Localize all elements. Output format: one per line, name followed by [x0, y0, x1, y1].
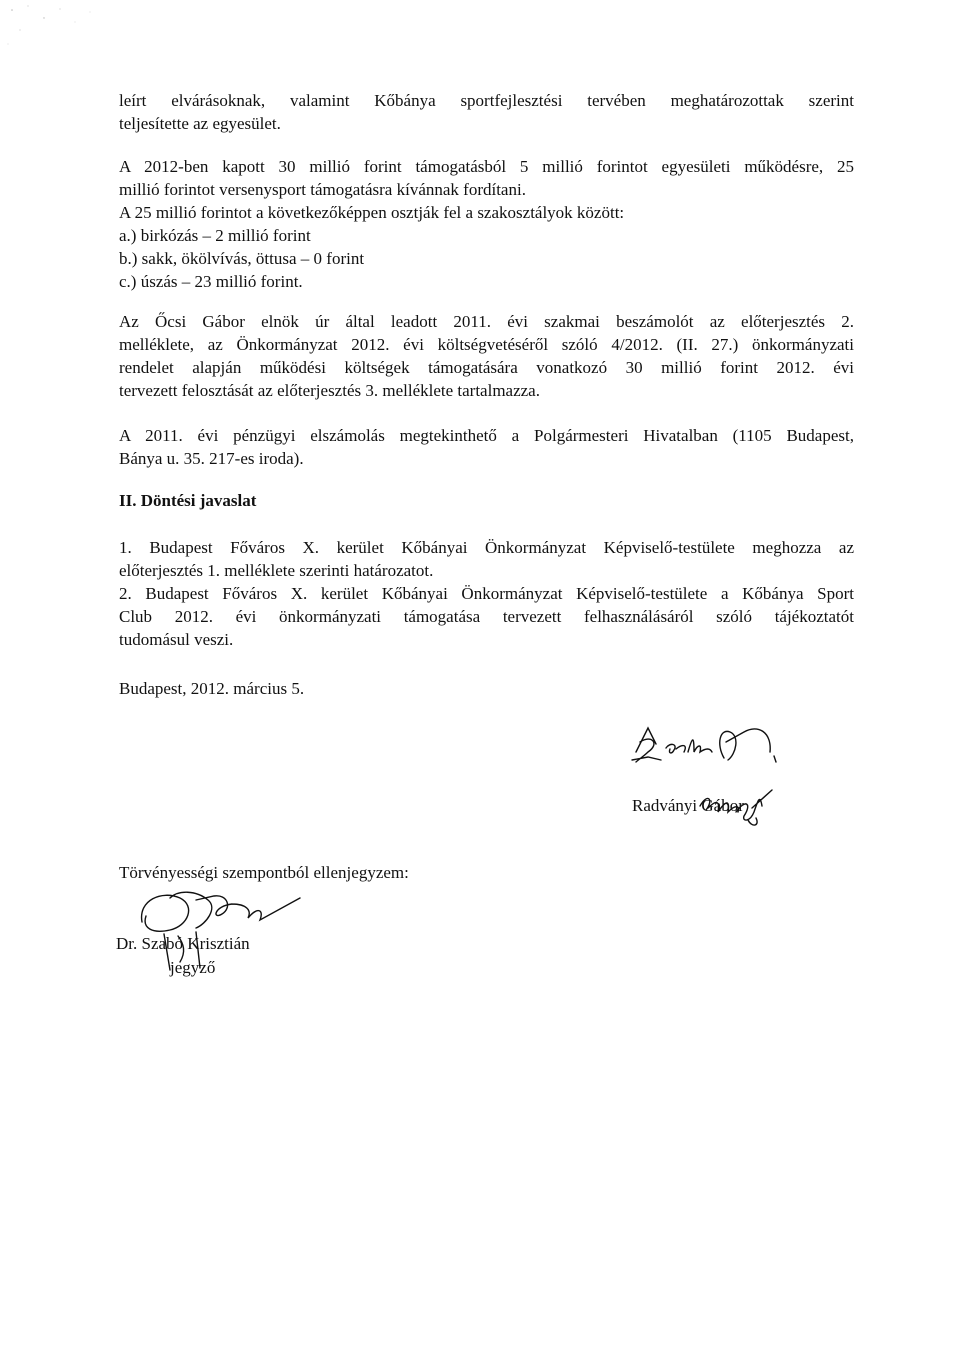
text-line: teljesítette az egyesület.: [119, 114, 281, 133]
text-line: 2. Budapest Főváros X. kerület Kőbányai Önkormányzat Képviselő-testülete a Kőbánya Sport: [119, 584, 854, 603]
notary-name: Dr. Szabó Krisztián: [116, 934, 250, 953]
text-line: rendelet alapján működési költségek támogatására vonatkozó 30 millió forint 2012. évi: [119, 358, 854, 377]
text-line: tudomásul veszi.: [119, 630, 234, 649]
text-line: millió forintot versenysport támogatásra kívánnak fordítani.: [119, 180, 526, 199]
text-line: A 25 millió forintot a következőképpen osztják fel a szakosztályok között:: [119, 203, 625, 222]
list-item: a.) birkózás – 2 millió forint: [119, 226, 311, 245]
text-line: leírt elvárásoknak, valamint Kőbánya sportfejlesztési tervében meghatározottak szerint: [119, 91, 854, 110]
text-line: 1. Budapest Főváros X. kerület Kőbányai Önkormányzat Képviselő-testülete meghozza az: [119, 538, 854, 557]
legal-note: Törvényességi szempontból ellenjegyzem:: [119, 863, 409, 882]
list-item: c.) úszás – 23 millió forint.: [119, 272, 303, 291]
list-item: b.) sakk, ökölvívás, öttusa – 0 forint: [119, 249, 365, 268]
signer-name: Radványi Gábor: [632, 796, 744, 815]
text-line: melléklete, az Önkormányzat 2012. évi költségvetéséről szóló 4/2012. (II. 27.) önkormányzati: [119, 335, 854, 354]
text-line: előterjesztés 1. melléklete szerinti határozatot.: [119, 561, 434, 580]
text-line: Az Őcsi Gábor elnök úr által leadott 2011. évi szakmai beszámolót az előterjesztés 2.: [119, 312, 854, 331]
notary-title: jegyző: [170, 958, 216, 977]
text-line: tervezett felosztását az előterjesztés 3. melléklete tartalmazza.: [119, 381, 540, 400]
text-line: Club 2012. évi önkormányzati támogatása tervezett felhasználásáról szóló tájékoztatót: [119, 607, 854, 626]
text-line: Bánya u. 35. 217-es iroda).: [119, 449, 304, 468]
date-line: Budapest, 2012. március 5.: [119, 679, 305, 698]
text-line: A 2012-ben kapott 30 millió forint támogatásból 5 millió forintot egyesületi működésre, 25: [119, 157, 854, 176]
section-heading: II. Döntési javaslat: [119, 491, 257, 510]
text-line: A 2011. évi pénzügyi elszámolás megtekinthető a Polgármesteri Hivatalban (1105 Budapest,: [119, 426, 854, 445]
